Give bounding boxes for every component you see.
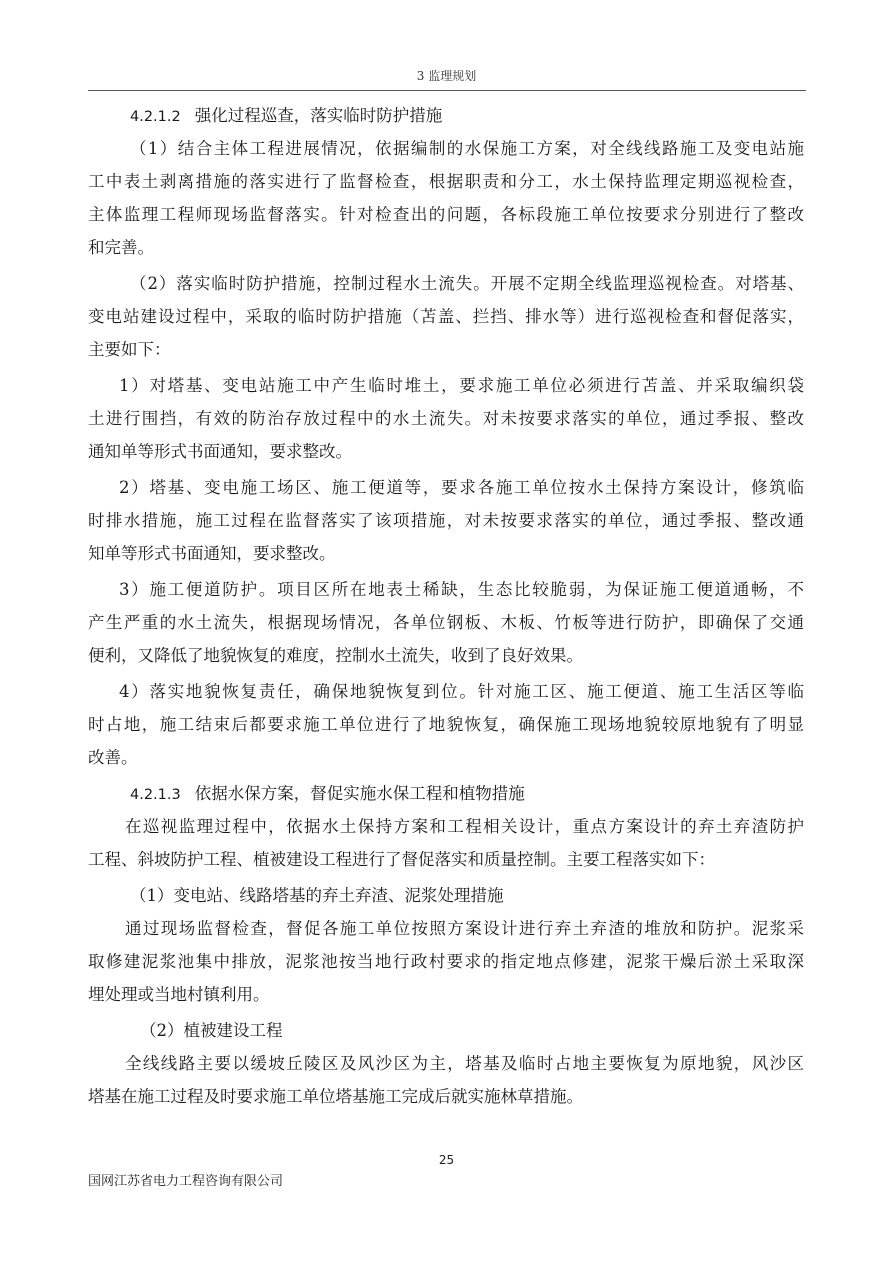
- text-line: 通过现场监督检查，督促各施工单位按照方案设计进行弃土弃渣的堆放和防护。泥浆采: [125, 919, 804, 938]
- text-line: 工中表土剥离措施的落实进行了监督检查，根据职责和分工，水土保持监理定期巡视检查，: [88, 172, 804, 191]
- text-line: 便利，又降低了地貌恢复的难度，控制水土流失，收到了良好效果。: [88, 646, 583, 665]
- text-line: 全线线路主要以缓坡丘陵区及风沙区为主，塔基及临时占地主要恢复为原地貌，风沙区: [125, 1054, 804, 1073]
- text-line: 1）对塔基、变电站施工中产生临时堆土，要求施工单位必须进行苫盖、并采取编织袋: [119, 376, 804, 395]
- text-line: 时排水措施，施工过程在监督落实了该项措施，对未按要求落实的单位，通过季报、整改通: [88, 511, 804, 530]
- list-item-2: [88, 471, 804, 570]
- subsection-2-body: [88, 1047, 804, 1113]
- text-line: 工程、斜坡防护工程、植被建设工程进行了督促落实和质量控制。主要工程落实如下：: [88, 850, 715, 869]
- text-line: 4）落实地貌恢复责任，确保地貌恢复到位。针对施工区、施工便道、施工生活区等临: [119, 682, 804, 701]
- text-line: 在巡视监理过程中，依据水土保持方案和工程相关设计，重点方案设计的弃土弃渣防护: [125, 817, 804, 836]
- subheading-2: （2）植被建设工程: [140, 1021, 283, 1040]
- running-header: 3 监理规划: [416, 69, 477, 83]
- text-line: 取修建泥浆池集中排放，泥浆池按当地行政村要求的指定地点修建，泥浆干燥后淤土采取深: [88, 952, 804, 971]
- section-number: 4.2.1.3: [130, 787, 181, 803]
- subheading-1: （1）变电站、线路塔基的弃土弃渣、泥浆处理措施: [130, 886, 504, 905]
- text-line: （1）结合主体工程进展情况，依据编制的水保施工方案，对全线线路施工及变电站施: [130, 139, 804, 158]
- text-line: 3）施工便道防护。项目区所在地表土稀缺，生态比较脆弱，为保证施工便道通畅，不: [119, 580, 804, 599]
- text-line: 2）塔基、变电施工场区、施工便道等，要求各施工单位按水土保持方案设计，修筑临: [119, 478, 804, 497]
- header-rule: [88, 90, 806, 91]
- text-line: 知单等形式书面通知，要求整改。: [88, 544, 336, 563]
- text-line: 和完善。: [88, 238, 154, 257]
- list-item-4: [88, 675, 804, 774]
- text-line: （2）落实临时防护措施，控制过程水土流失。开展不定期全线监理巡视检查。对塔基、: [130, 274, 804, 293]
- text-line: 主体监理工程师现场监督落实。针对检查出的问题，各标段施工单位按要求分别进行了整改: [88, 205, 804, 224]
- footer-company-name: 国网江苏省电力工程咨询有限公司: [88, 1174, 284, 1189]
- text-line: 主要如下：: [88, 340, 171, 359]
- text-line: 埋处理或当地村镇利用。: [88, 985, 270, 1004]
- text-line: 改善。: [88, 748, 138, 767]
- section-title: 依据水保方案，督促实施水保工程和植物措施: [194, 784, 525, 803]
- paragraph-1: [88, 132, 804, 264]
- section-heading-4-2-1-3: [88, 777, 804, 810]
- subsection-1-body: [88, 912, 804, 1011]
- section-heading-4-2-1-2: [88, 99, 804, 132]
- list-item-3: [88, 573, 804, 672]
- list-item-1: [88, 369, 804, 468]
- text-line: 土进行围挡，有效的防治存放过程中的水土流失。对未按要求落实的单位，通过季报、整改: [88, 409, 804, 428]
- text-line: 产生严重的水土流失，根据现场情况，各单位钢板、木板、竹板等进行防护，即确保了交通: [88, 613, 804, 632]
- text-line: 时占地，施工结束后都要求施工单位进行了地貌恢复，确保施工现场地貌较原地貌有了明显: [88, 715, 804, 734]
- text-line: 变电站建设过程中，采取的临时防护措施（苫盖、拦挡、排水等）进行巡视检查和督促落实，: [88, 307, 804, 326]
- page-content: [88, 99, 804, 1116]
- text-line: 通知单等形式书面通知，要求整改。: [88, 442, 352, 461]
- text-line: 塔基在施工过程及时要求施工单位塔基施工完成后就实施林草措施。: [88, 1087, 583, 1106]
- page-number: 25: [438, 1153, 455, 1167]
- section-intro: [88, 810, 804, 876]
- paragraph-2: [88, 267, 804, 366]
- section-number: 4.2.1.2: [130, 109, 181, 125]
- section-title: 强化过程巡查，落实临时防护措施: [194, 106, 443, 125]
